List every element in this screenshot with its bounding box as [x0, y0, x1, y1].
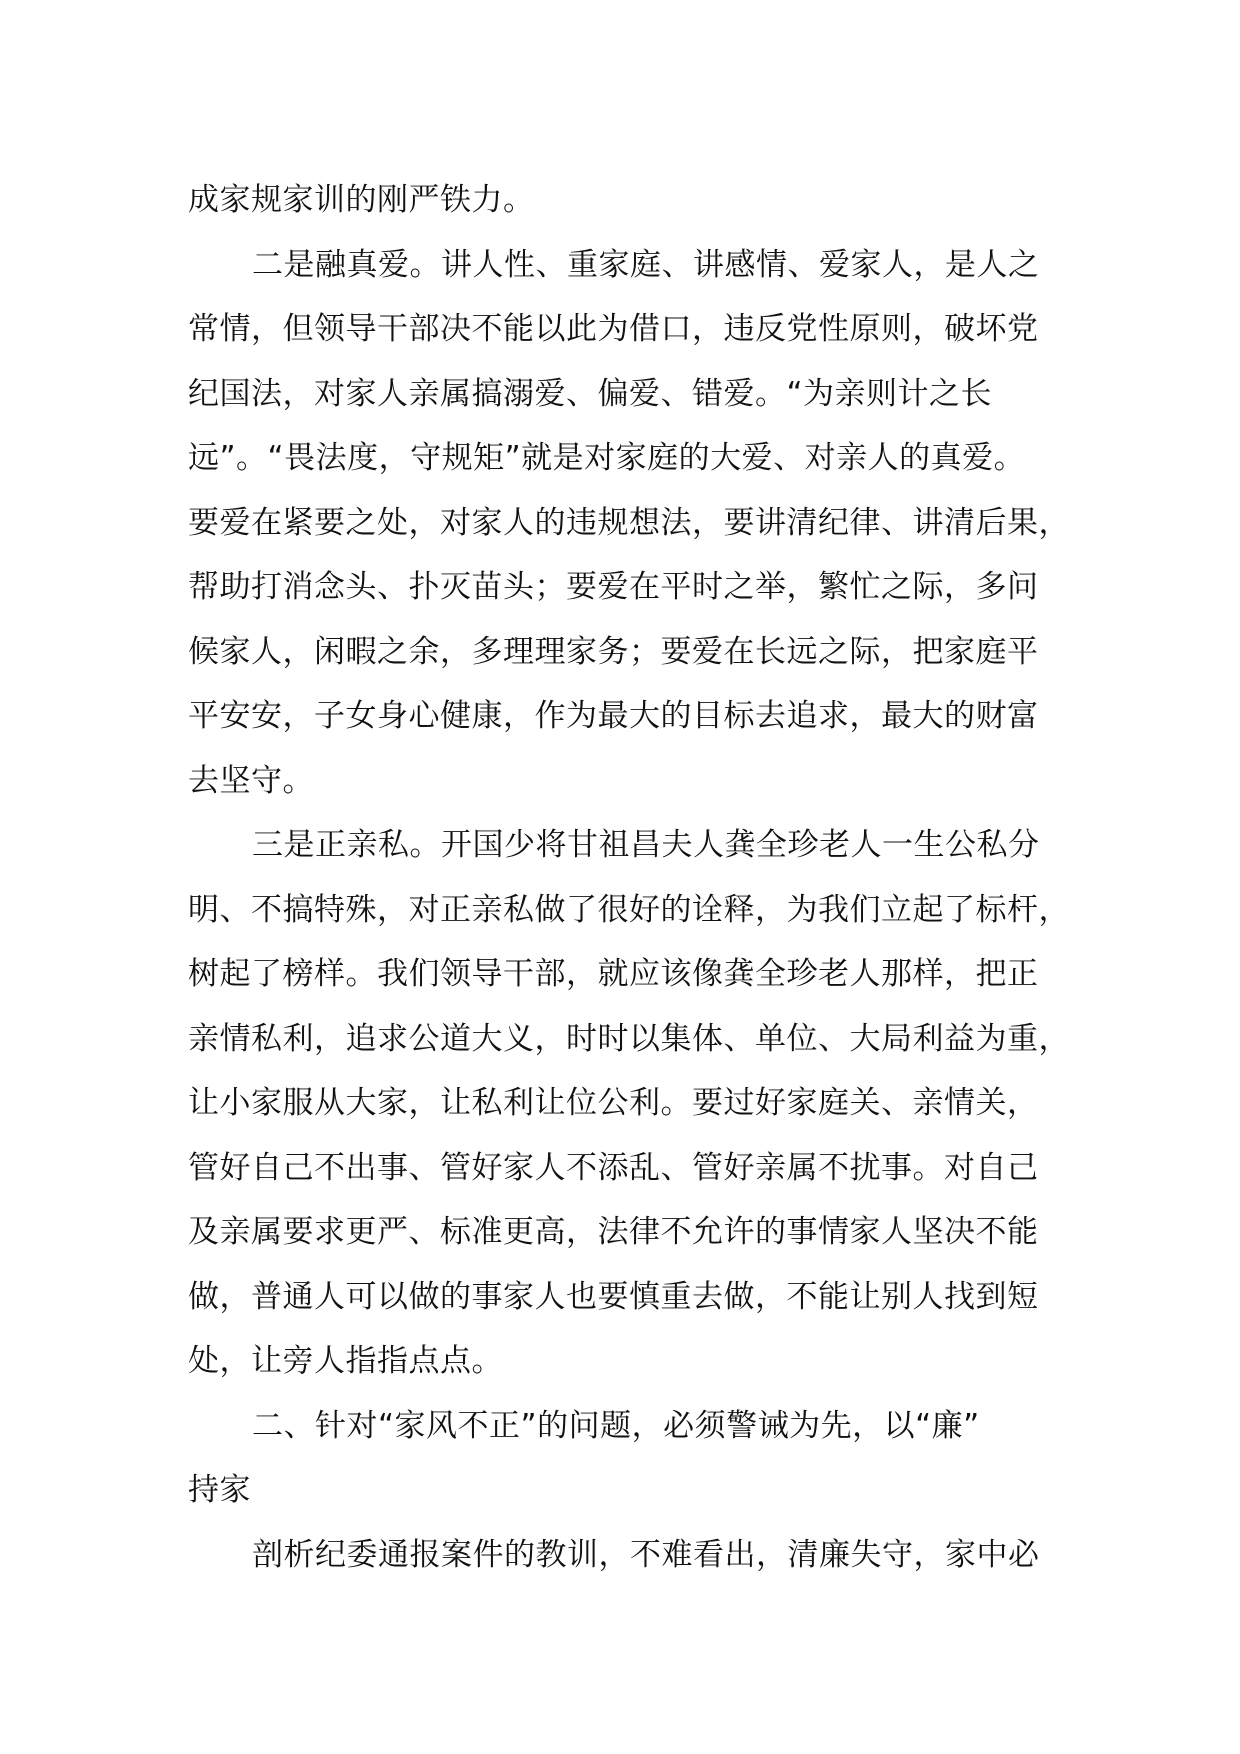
text-line: 远”。“畏法度，守规矩”就是对家庭的大爱、对亲人的真爱。	[188, 440, 1026, 476]
paragraph-start-line: 剖析纪委通报案件的教训，不难看出，清廉失守，家中必	[252, 1536, 1040, 1573]
text-line: 候家人，闲暇之余，多理理家务；要爱在长远之际，把家庭平	[188, 633, 1039, 670]
text-line: 帮助打消念头、扑灭苗头；要爱在平时之举，繁忙之际，多问	[188, 569, 1039, 605]
text-line: 做，普通人可以做的事家人也要慎重去做，不能让别人找到短	[188, 1278, 1039, 1315]
text-line: 成家规家训的刚严铁力。	[188, 182, 535, 218]
paragraph-start-line: 三是正亲私。开国少将甘祖昌夫人龚全珍老人一生公私分	[252, 827, 1040, 863]
text-line: 常情，但领导干部决不能以此为借口，违反党性原则，破坏党	[188, 311, 1039, 347]
text-line: 让小家服从大家，让私利让位公利。要过好家庭关、亲情关，	[188, 1085, 1039, 1121]
text-line: 及亲属要求更严、标准更高，法律不允许的事情家人坚决不能	[188, 1214, 1039, 1250]
document-body	[188, 168, 1088, 1587]
text-line: 处，让旁人指指点点。	[188, 1343, 503, 1379]
paragraph-start-line: 二是融真爱。讲人性、重家庭、讲感情、爱家人，是人之	[252, 246, 1040, 283]
text-line: 管好自己不出事、管好家人不添乱、管好亲属不扰事。对自己	[188, 1149, 1039, 1186]
section-heading-line: 持家	[188, 1472, 251, 1508]
text-line: 明、不搞特殊，对正亲私做了很好的诠释，为我们立起了标杆，	[188, 891, 1070, 928]
text-line: 亲情私利，追求公道大义，时时以集体、单位、大局利益为重，	[188, 1020, 1070, 1057]
text-line: 树起了榜样。我们领导干部，就应该像龚全珍老人那样，把正	[188, 956, 1039, 992]
section-heading-line: 二、针对“家风不正”的问题，必须警诫为先，以“廉”	[252, 1407, 980, 1444]
text-line: 要爱在紧要之处，对家人的违规想法，要讲清纪律、讲清后果，	[188, 504, 1070, 541]
text-line: 纪国法，对家人亲属搞溺爱、偏爱、错爱。“为亲则计之长	[188, 375, 993, 412]
text-line: 去坚守。	[188, 762, 314, 799]
text-line: 平安安，子女身心健康，作为最大的目标去追求，最大的财富	[188, 698, 1039, 734]
